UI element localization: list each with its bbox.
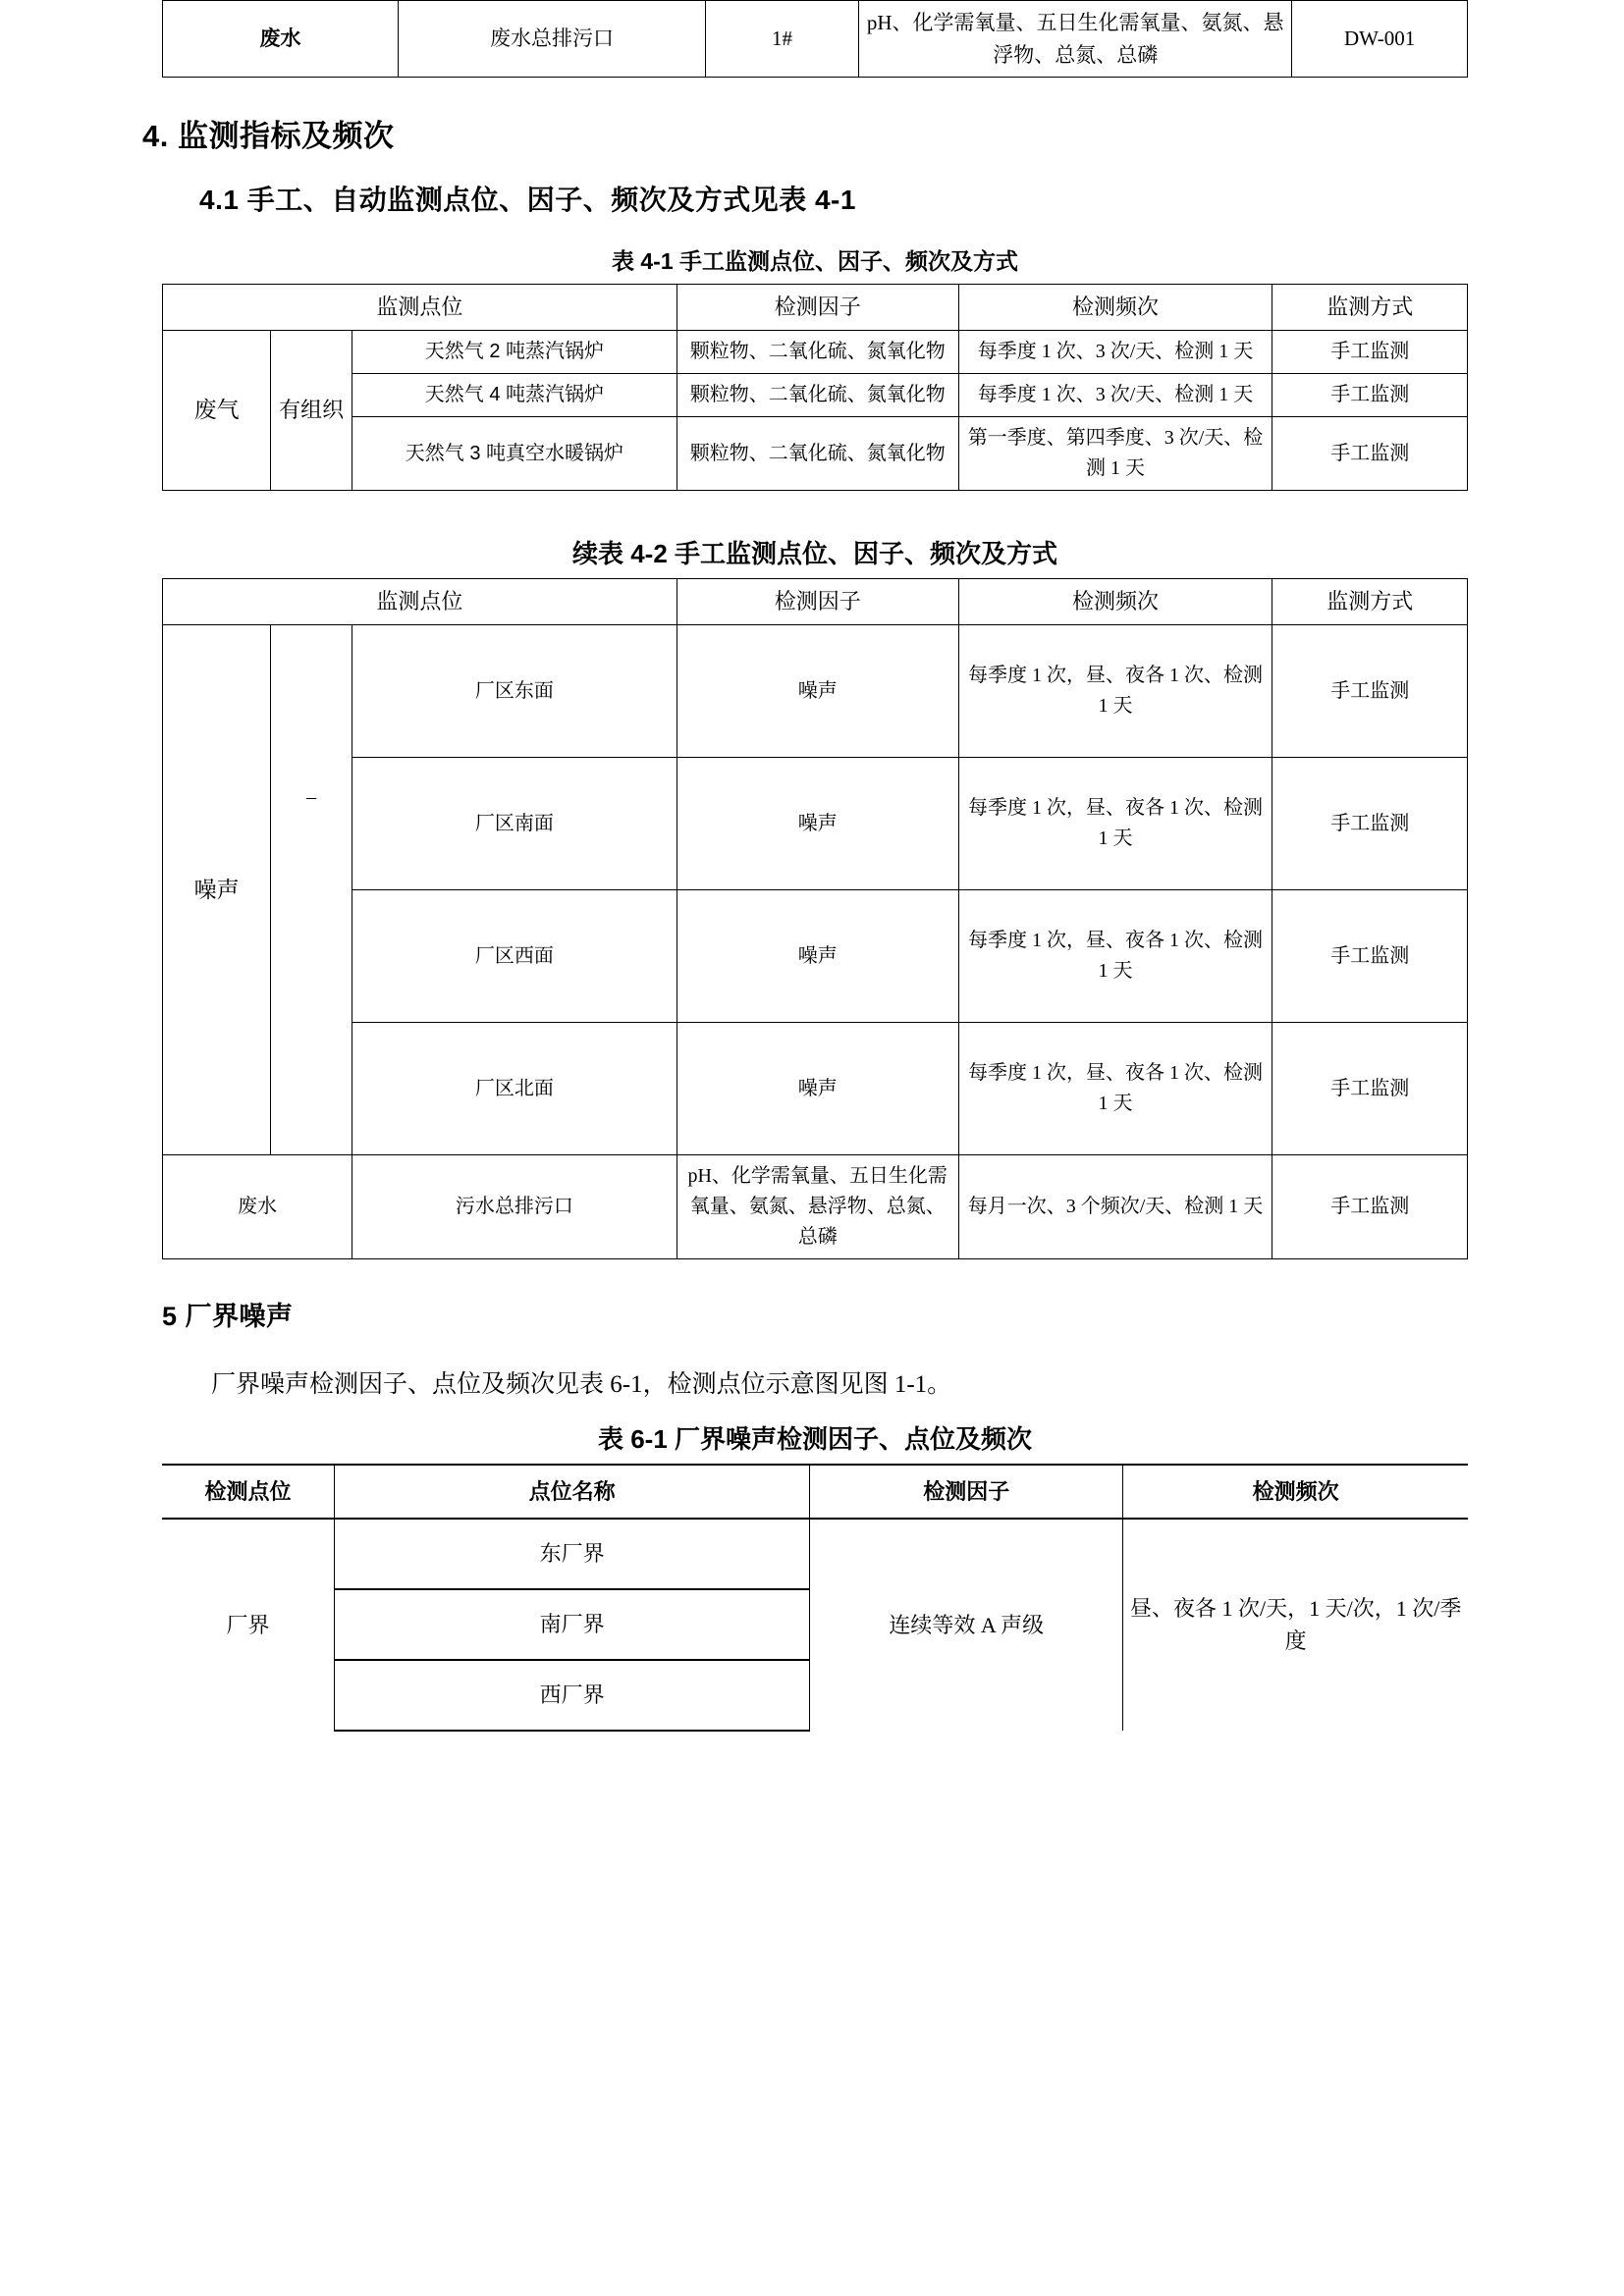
- cell-method: 手工监测: [1272, 1023, 1468, 1155]
- table-row: [163, 417, 1468, 491]
- table-row: [162, 1519, 1468, 1589]
- table-row: [163, 1155, 1468, 1259]
- cell-code: 1#: [705, 1, 858, 78]
- cell-point: 天然气 4 吨蒸汽锅炉: [352, 374, 677, 417]
- cell-group-waste-gas: 废气: [163, 331, 271, 491]
- cell-factor: 连续等效 A 声级: [810, 1519, 1123, 1731]
- table-row: [163, 890, 1468, 1023]
- cell-category-wastewater: 废水: [163, 1155, 352, 1259]
- cell-dash: [271, 625, 352, 1155]
- cell-method: 手工监测: [1272, 417, 1468, 491]
- cell-point: 厂区西面: [352, 890, 677, 1023]
- cell-point-name: 南厂界: [335, 1589, 810, 1660]
- manual-monitoring-table-41: [162, 284, 1468, 491]
- table-61-caption: 表 6-1 厂界噪声检测因子、点位及频次: [597, 1423, 1033, 1454]
- table-row: [163, 374, 1468, 417]
- table-42-caption: 续表 4-2 手工监测点位、因子、频次及方式: [571, 539, 1058, 569]
- header-point-name: 点位名称: [335, 1465, 810, 1519]
- table-row: [163, 1, 1468, 78]
- cell-organized: [271, 331, 352, 491]
- cell-point: 天然气 2 吨蒸汽锅炉: [352, 331, 677, 374]
- section-heading-5: 5 厂界噪声: [162, 1302, 294, 1332]
- header-detection-point: 检测点位: [162, 1465, 335, 1519]
- cell-frequency: 每季度 1 次，昼、夜各 1 次、检测 1 天: [958, 1023, 1272, 1155]
- header-detection-frequency: 检测频次: [1123, 1465, 1468, 1519]
- cell-point: 厂区东面: [352, 625, 677, 758]
- cell-frequency: 每月一次、3 个频次/天、检测 1 天: [958, 1155, 1272, 1259]
- cell-frequency: 第一季度、第四季度、3 次/天、检测 1 天: [958, 417, 1272, 491]
- manual-monitoring-table-42: [162, 578, 1468, 1259]
- header-monitoring-method: 监测方式: [1272, 285, 1468, 331]
- cell-frequency: 每季度 1 次，昼、夜各 1 次、检测 1 天: [958, 625, 1272, 758]
- cell-factors: 噪声: [677, 1023, 958, 1155]
- header-detection-factor: 检测因子: [677, 285, 958, 331]
- page-content: [142, 0, 1468, 1732]
- cell-point-name: 东厂界: [335, 1519, 810, 1589]
- header-monitoring-point: 监测点位: [163, 285, 677, 331]
- cell-frequency: 每季度 1 次，昼、夜各 1 次、检测 1 天: [958, 758, 1272, 890]
- cell-method: 手工监测: [1272, 1155, 1468, 1259]
- wastewater-summary-table: [162, 0, 1468, 78]
- cell-factors: 颗粒物、二氧化硫、氮氧化物: [677, 417, 958, 491]
- cell-method: 手工监测: [1272, 625, 1468, 758]
- cell-method: 手工监测: [1272, 374, 1468, 417]
- cell-frequency: 每季度 1 次、3 次/天、检测 1 天: [958, 374, 1272, 417]
- section-5-paragraph: 厂界噪声检测因子、点位及频次见表 6-1，检测点位示意图见图 1-1。: [211, 1371, 952, 1399]
- dash-label: –: [306, 785, 317, 808]
- boundary-noise-table-61: [162, 1464, 1468, 1732]
- cell-frequency: 昼、夜各 1 次/天，1 天/次，1 次/季度: [1130, 1596, 1462, 1654]
- header-monitoring-method: 监测方式: [1272, 579, 1468, 625]
- header-detection-factor: 检测因子: [677, 579, 958, 625]
- table-41-caption: 表 4-1 手工监测点位、因子、频次及方式: [611, 248, 1019, 275]
- cell-frequency: 每季度 1 次，昼、夜各 1 次、检测 1 天: [958, 890, 1272, 1023]
- cell-factors: pH、化学需氧量、五日生化需氧量、氨氮、悬浮物、总氮、总磷: [677, 1155, 958, 1259]
- cell-factors: 颗粒物、二氧化硫、氮氧化物: [677, 374, 958, 417]
- cell-factors: 噪声: [677, 890, 958, 1023]
- cell-category: 废水: [163, 1, 399, 78]
- cell-group-noise: 噪声: [163, 625, 271, 1155]
- cell-factors: 噪声: [677, 758, 958, 890]
- cell-factors: pH、化学需氧量、五日生化需氧量、氨氮、悬浮物、总氮、总磷: [859, 1, 1292, 78]
- table-header-row: [163, 285, 1468, 331]
- section-subheading-4-1: 4.1 手工、自动监测点位、因子、频次及方式见表 4-1: [199, 185, 856, 216]
- table-row: [163, 758, 1468, 890]
- section-heading-4: 4. 监测指标及频次: [142, 119, 395, 154]
- cell-method: 手工监测: [1272, 331, 1468, 374]
- cell-factors: 噪声: [677, 625, 958, 758]
- cell-point: 厂区北面: [352, 1023, 677, 1155]
- table-header-row: [162, 1465, 1468, 1519]
- cell-frequency: 每季度 1 次、3 次/天、检测 1 天: [958, 331, 1272, 374]
- cell-point: 天然气 3 吨真空水暖锅炉: [352, 417, 677, 491]
- header-detection-frequency: 检测频次: [958, 285, 1272, 331]
- cell-point: 厂区南面: [352, 758, 677, 890]
- table-row: [163, 625, 1468, 758]
- cell-point: 废水总排污口: [399, 1, 706, 78]
- header-monitoring-point: 监测点位: [163, 579, 677, 625]
- table-row: [163, 331, 1468, 374]
- cell-method: 手工监测: [1272, 890, 1468, 1023]
- header-detection-frequency: 检测频次: [958, 579, 1272, 625]
- header-detection-factor: 检测因子: [810, 1465, 1123, 1519]
- cell-boundary: 厂界: [162, 1519, 335, 1731]
- cell-method: 手工监测: [1272, 758, 1468, 890]
- table-header-row: [163, 579, 1468, 625]
- cell-point: 污水总排污口: [352, 1155, 677, 1259]
- organized-label: 有组织: [279, 398, 345, 423]
- cell-factors: 颗粒物、二氧化硫、氮氧化物: [677, 331, 958, 374]
- table-row: [163, 1023, 1468, 1155]
- cell-point-name: 西厂界: [335, 1660, 810, 1731]
- cell-id: DW-001: [1292, 1, 1468, 78]
